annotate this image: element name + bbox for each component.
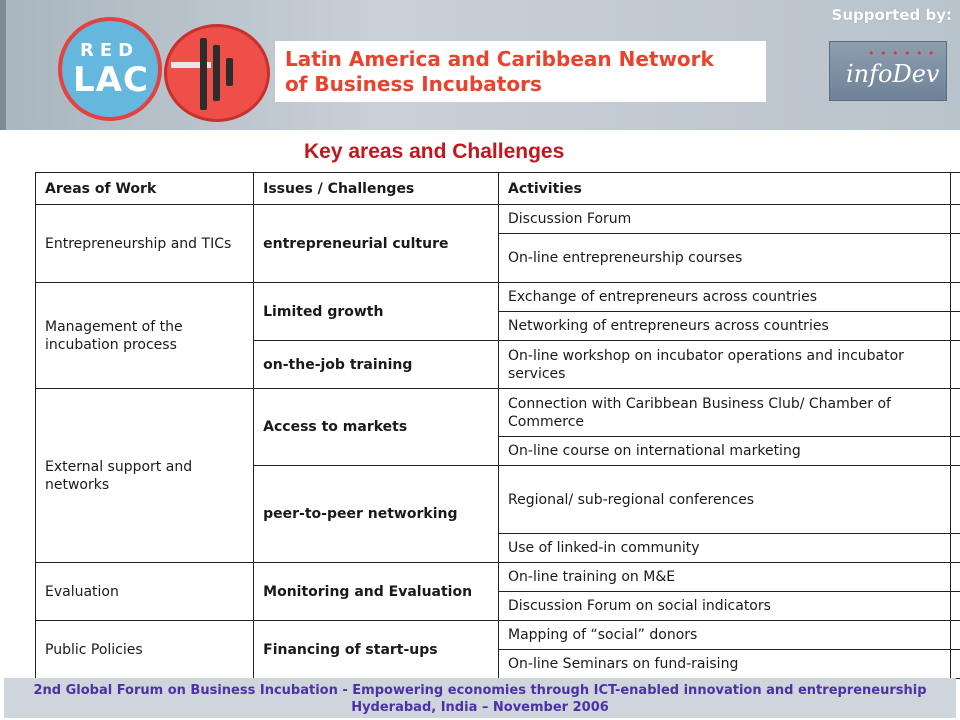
activity-cell: On-line workshop on incubator operations and incubator services	[499, 341, 951, 389]
table-edge-cell	[950, 283, 960, 312]
issue-cell: entrepreneurial culture	[254, 205, 499, 283]
activity-cell: Exchange of entrepreneurs across countries	[499, 283, 951, 312]
issue-cell: Financing of start-ups	[254, 621, 499, 679]
emblem-bar-1	[200, 38, 207, 110]
area-cell: Public Policies	[36, 621, 254, 679]
activity-cell: On-line course on international marketing	[499, 437, 951, 466]
column-header-issues: Issues / Challenges	[254, 173, 499, 205]
table-edge-cell	[950, 341, 960, 389]
table-edge-cell	[950, 234, 960, 283]
activity-cell: Discussion Forum on social indicators	[499, 592, 951, 621]
header-edge-strip	[0, 0, 6, 130]
emblem-bar-3	[226, 58, 233, 86]
issue-cell: on-the-job training	[254, 341, 499, 389]
footer-banner	[4, 678, 956, 718]
network-title-box	[275, 41, 766, 102]
activity-cell: Connection with Caribbean Business Club/ Chamber of Commerce	[499, 389, 951, 437]
footer-event-title: 2nd Global Forum on Business Incubation - Empowering economies through ICT-enabled innovation and entrepreneurship	[33, 683, 927, 698]
redlac-logo-text-top: RED	[80, 40, 140, 61]
table-row	[36, 389, 960, 437]
table-edge-cell	[950, 437, 960, 466]
table-edge-cell	[950, 534, 960, 563]
issue-cell: Monitoring and Evaluation	[254, 563, 499, 621]
activity-cell: On-line Seminars on fund-raising	[499, 650, 951, 679]
table-edge-cell	[950, 592, 960, 621]
activity-cell: Use of linked-in community	[499, 534, 951, 563]
column-header-areas: Areas of Work	[36, 173, 254, 205]
table-edge-cell	[950, 563, 960, 592]
table-edge-cell	[950, 389, 960, 437]
activity-cell: Regional/ sub-regional conferences	[499, 466, 951, 534]
table-edge-cell	[950, 466, 960, 534]
activity-cell: Networking of entrepreneurs across countries	[499, 312, 951, 341]
issue-cell: Limited growth	[254, 283, 499, 341]
area-cell: Evaluation	[36, 563, 254, 621]
table-row	[36, 563, 960, 592]
activity-cell: Discussion Forum	[499, 205, 951, 234]
column-header-activities: Activities	[499, 173, 951, 205]
supported-by-label: Supported by:	[831, 6, 952, 24]
table-edge-cell	[950, 650, 960, 679]
key-areas-table	[35, 172, 960, 679]
header-banner	[0, 0, 960, 130]
infodev-logo	[829, 41, 947, 101]
issue-cell: Access to markets	[254, 389, 499, 466]
table-row	[36, 205, 960, 234]
table-edge-cell	[950, 312, 960, 341]
emblem-bar-2	[213, 45, 220, 101]
page-heading: Key areas and Challenges	[304, 140, 565, 163]
network-title: Latin America and Caribbean Network of Business Incubators	[285, 47, 714, 96]
activity-cell: On-line entrepreneurship courses	[499, 234, 951, 283]
table-row	[36, 283, 960, 312]
infodev-logo-text: infoDev	[846, 60, 940, 88]
area-cell: External support and networks	[36, 389, 254, 563]
activity-cell: On-line training on M&E	[499, 563, 951, 592]
redlac-logo-text-bottom: LAC	[73, 60, 149, 100]
footer-event-location: Hyderabad, India – November 2006	[351, 700, 609, 715]
area-cell: Entrepreneurship and TICs	[36, 205, 254, 283]
table-edge-cell	[950, 205, 960, 234]
table-row	[36, 621, 960, 650]
activity-cell: Mapping of “social” donors	[499, 621, 951, 650]
area-cell: Management of the incubation process	[36, 283, 254, 389]
infodev-logo-dots: • • • • • •	[868, 47, 936, 60]
issue-cell: peer-to-peer networking	[254, 466, 499, 563]
table-edge-cell	[950, 621, 960, 650]
table-edge-cell	[950, 173, 960, 205]
table-header-row	[36, 173, 960, 205]
